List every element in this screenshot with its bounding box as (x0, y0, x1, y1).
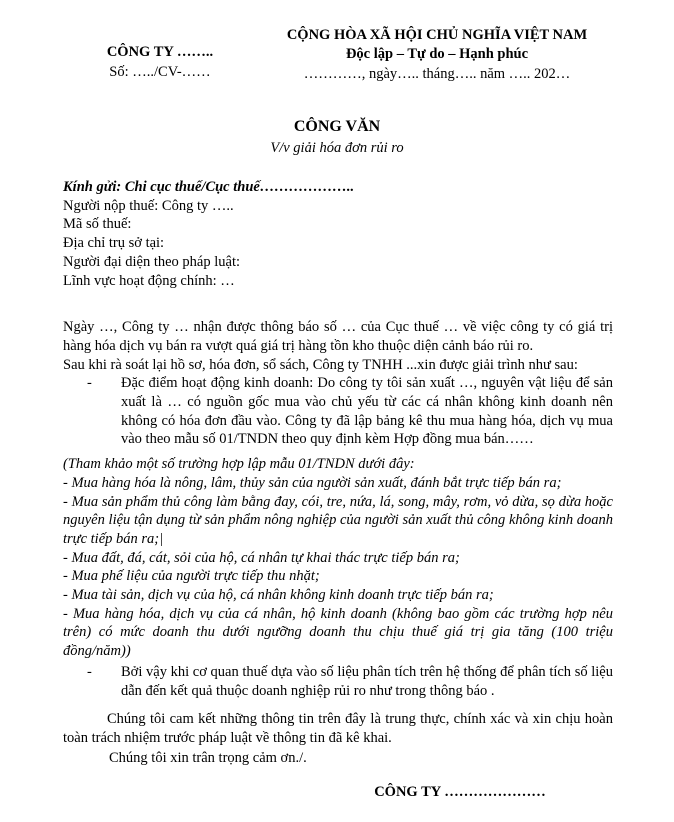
info-legal-rep: Người đại diện theo pháp luật: (63, 253, 241, 270)
recipient: Kính gửi: Chi cục thuế/Cục thuế……………….. (63, 179, 355, 195)
reference-item: - Mua phế liệu của người trực tiếp thu nhặt; (63, 568, 320, 585)
national-title: CỘNG HÒA XÃ HỘI CHỦ NGHĨA VIỆT NAM (286, 27, 588, 43)
commitment-paragraph: Chúng tôi cam kết những thông tin trên đây là trung thực, chính xác và xin chịu hoàn toàn trách nhiệm trước pháp luật về thông tin đã kê khai. (63, 711, 613, 746)
reference-item: - Mua hàng hóa, dịch vụ của cá nhân, hộ kinh doanh (không bao gồm các trường hợp nêu trên) có mức doanh thu dưới ngưỡng doanh thu chịu thuế giá trị gia tăng (100 triệu đồng/năm)) (63, 605, 613, 660)
reference-block (63, 455, 613, 661)
reference-item: - Mua hàng hóa là nông, lâm, thủy sản của người sản xuất, đánh bắt trực tiếp bán ra; (63, 474, 562, 491)
paragraph-explanation: Sau khi rà soát lại hồ sơ, hóa đơn, sổ sách, Công ty TNHH ...xin được giải trình như sau: (63, 356, 578, 373)
bullet-text: Đặc điểm hoạt động kinh doanh: Do công ty tôi sản xuất …, nguyên vật liệu để sản xuất là … có nguồn gốc mua vào chủ yếu từ các cá nhân không kinh doanh nên không có hóa đơn đầu vào. Công ty đã lập bảng kê thu mua hàng hóa, dịch vụ mua vào theo mẫu số 01/TNDN theo quy định kèm Hợp đồng mua bán…… (121, 375, 613, 448)
bullet-business-characteristics (63, 374, 613, 449)
company-name: CÔNG TY …….. (106, 44, 214, 60)
bullet-conclusion (63, 663, 613, 700)
reference-intro: (Tham khảo một số trường hợp lập mẫu 01/TNDN dưới đây: (63, 456, 415, 473)
national-motto: Độc lập – Tự do – Hạnh phúc (345, 46, 529, 62)
body-block (63, 318, 613, 449)
document-body (63, 0, 613, 822)
document-number: Số: …../CV-…… (109, 64, 211, 80)
reference-item: - Mua tài sản, dịch vụ của hộ, cá nhân không kinh doanh trực tiếp bán ra; (63, 587, 494, 604)
info-taxpayer: Người nộp thuế: Công ty ….. (63, 197, 234, 214)
info-business-field: Lĩnh vực hoạt động chính: … (63, 272, 235, 289)
bullet-text: Bởi vậy khi cơ quan thuế dựa vào số liệu phân tích trên hệ thống để phân tích số liệu dẫn đến kết quả thuộc doanh nghiệp rủi ro như trong thông báo . (121, 663, 613, 699)
thanks-line: Chúng tôi xin trân trọng cảm ơn./. (109, 749, 307, 766)
conclusion-block (63, 663, 613, 700)
reference-item: - Mua đất, đá, cát, sỏi của hộ, cá nhân tự khai thác trực tiếp bán ra; (63, 549, 460, 566)
paragraph-notice: Ngày …, Công ty … nhận được thông báo số … của Cục thuế … về việc công ty có giá trị hàng hóa dịch vụ bán ra vượt quá giá trị hàng tồn kho thuộc diện cảnh báo rủi ro. (63, 319, 613, 354)
signature-company: CÔNG TY ………………… (374, 784, 546, 801)
info-address: Địa chỉ trụ sở tại: (63, 235, 165, 252)
date-line: …………, ngày….. tháng….. năm ….. 202… (303, 66, 571, 82)
recipient-block (63, 178, 613, 290)
info-tax-code: Mã số thuế: (63, 216, 132, 233)
bullet-dash: - (87, 663, 92, 680)
document-subtitle: V/v giải hóa đơn rủi ro (270, 140, 404, 156)
reference-item: - Mua sản phẩm thủ công làm bằng đay, cói, tre, nứa, lá, song, mây, rơm, vỏ dừa, sọ dừa hoặc nguyên liệu tận dụng từ sản phẩm nông nghiệp của người sản xuất thủ công không kinh doanh trực tiếp bán ra;| (63, 493, 613, 547)
document-title: CÔNG VĂN (293, 118, 381, 135)
bullet-dash: - (87, 375, 92, 392)
